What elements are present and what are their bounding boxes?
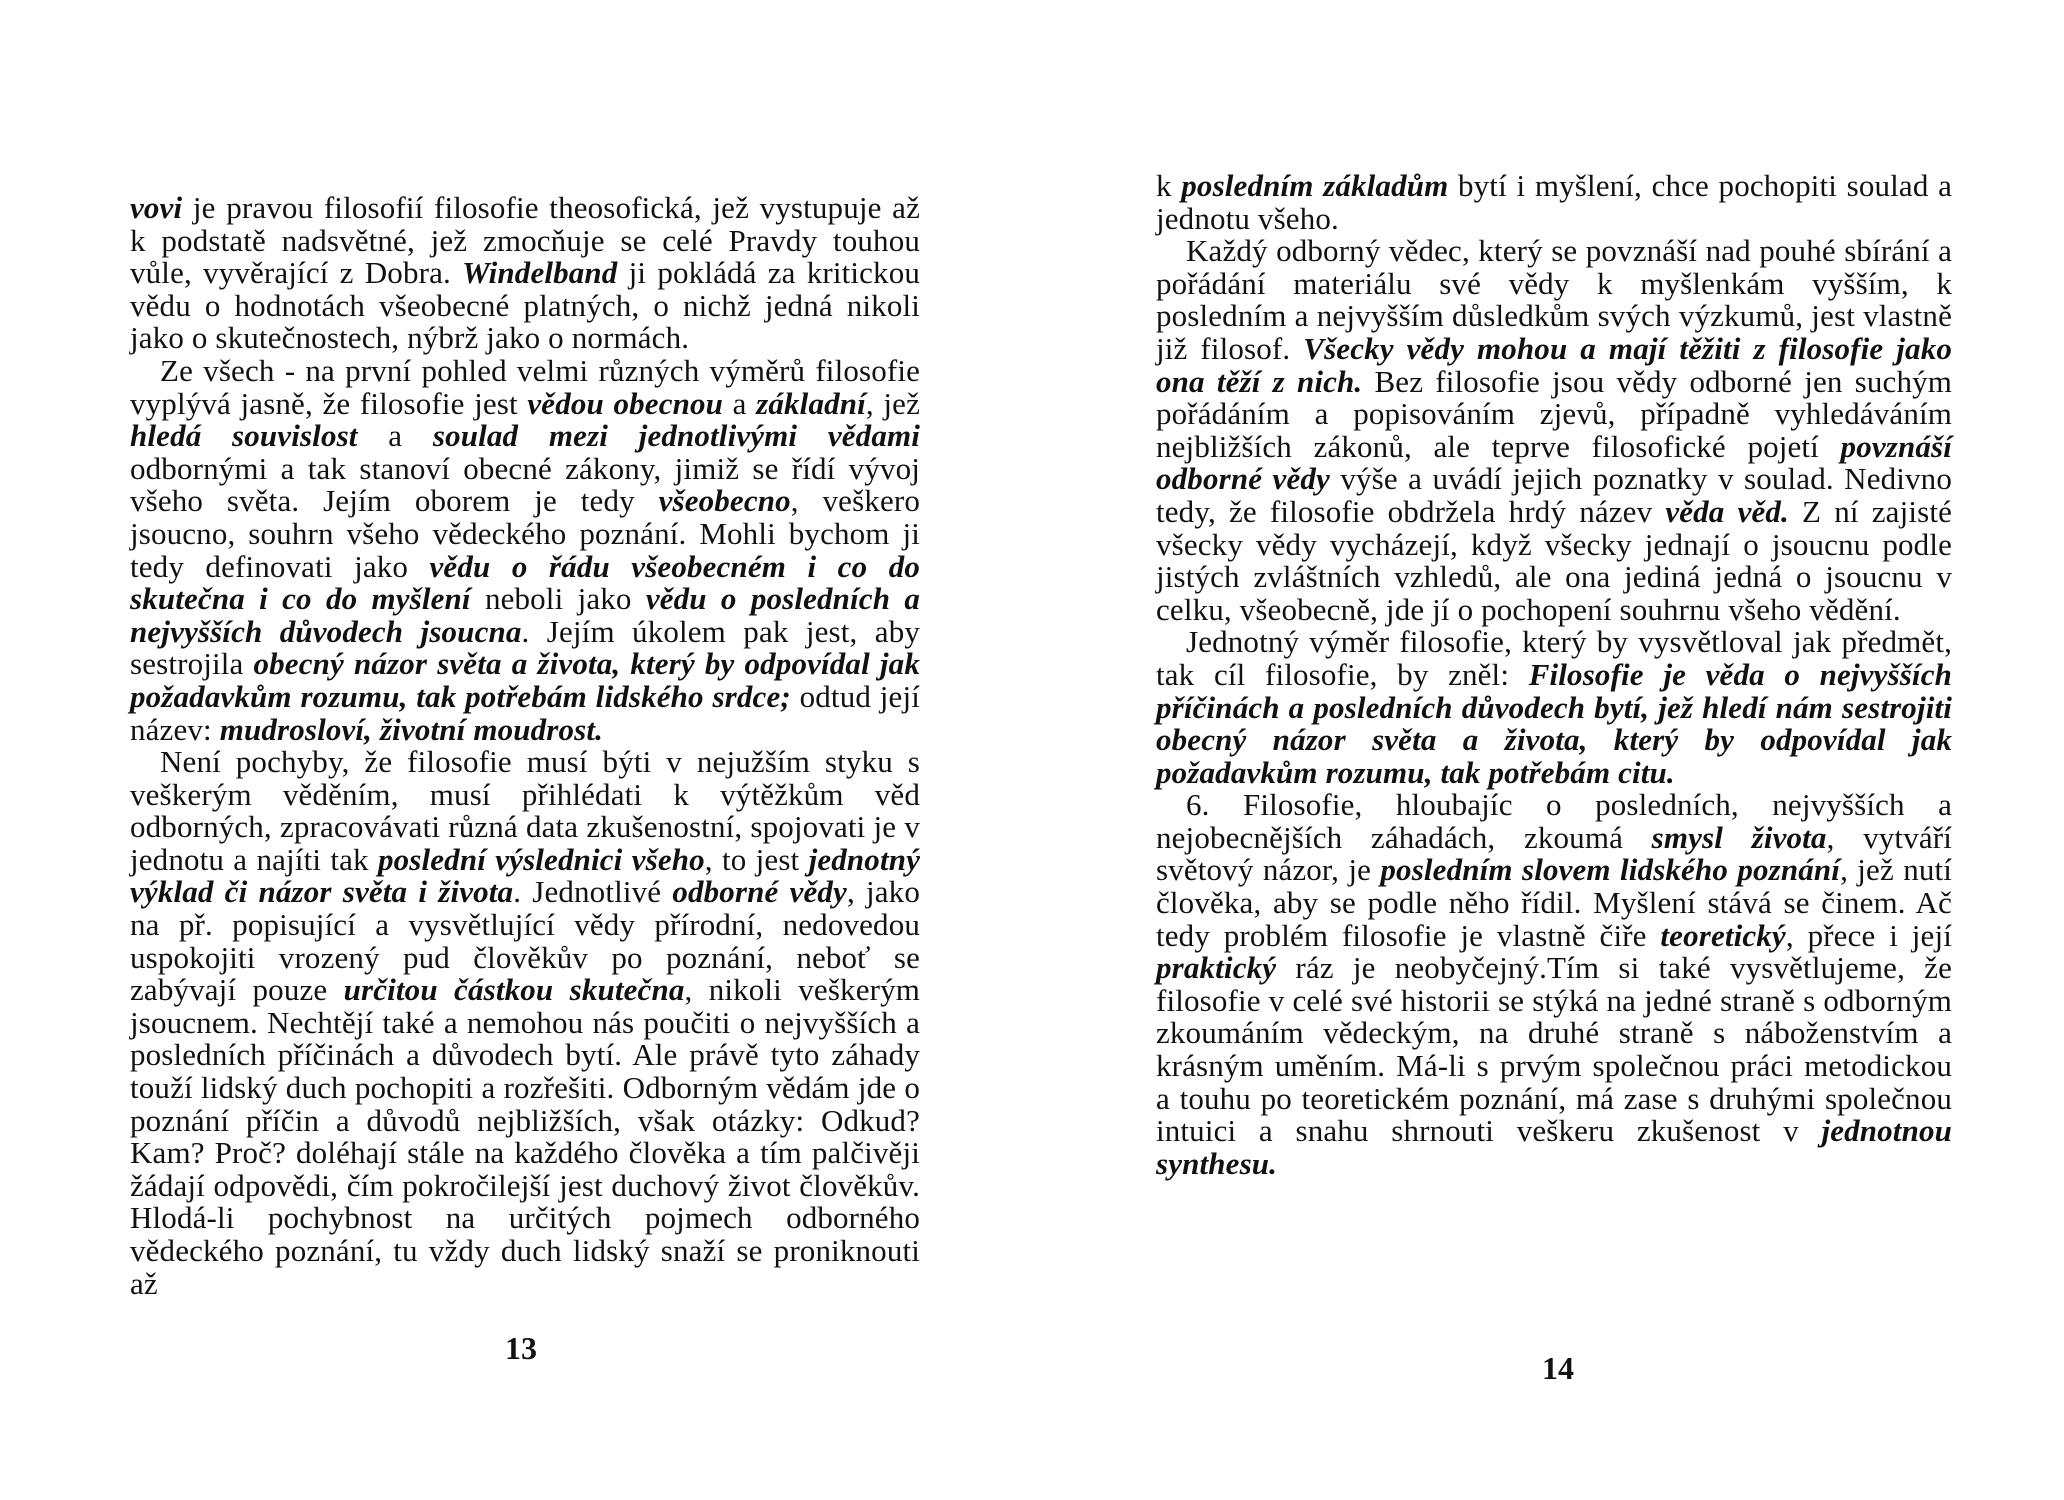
text-segment: odtud její název: bbox=[130, 678, 920, 747]
text-segment: bytí i myšlení, chce pochopiti soulad a jednotu všeho. bbox=[1156, 168, 1952, 236]
paragraph bbox=[130, 352, 921, 747]
emphasized-text: posledním slovem lidského poznání bbox=[1380, 852, 1841, 888]
emphasized-text: poslední výslednici všeho bbox=[377, 841, 705, 877]
paragraph bbox=[1156, 235, 1952, 626]
emphasized-text: vědu o posledních a nejvyšších důvodech jsoucna bbox=[130, 581, 921, 649]
text-segment: Bez filosofie jsou vědy odborné jen suchým pořádáním a popisováním zjevů, případně vyhledáváním nejbližších zákonů, ale teprve filosofické pojetí bbox=[1156, 363, 1953, 464]
emphasized-text: vovi bbox=[130, 190, 183, 225]
text-segment: neboli jako bbox=[470, 581, 646, 617]
emphasized-text: teoretický bbox=[1660, 917, 1786, 953]
text-segment: a bbox=[357, 418, 433, 454]
emphasized-text: Všecky vědy mohou a mají těžiti z filosofie jako ona těží z nich. bbox=[1156, 330, 1952, 399]
paragraph bbox=[1156, 170, 1952, 235]
text-segment: Z ní zajisté všecky vědy vycházejí, když všecky jednají o jsoucnu podle jistých zvláštních vzhledů, ale ona jediná jedná o jsoucnu v celku, všeobecně, jde jí o pochopení souhrnu všeho vědění. bbox=[1156, 493, 1952, 627]
text-segment: , jež nutí člověka, aby se podle něho řídil. Myšlení stává se činem. Ač tedy problém filosofie je vlastně čiře bbox=[1156, 852, 1953, 953]
text-segment: je pravou filosofií filosofie theosofická, jež vystupuje až k podstatě nadsvětné, jež zmocňuje se celé Pravdy touhou vůle, vyvěrající z Dobra. bbox=[130, 190, 920, 291]
text-segment: , nikoli veškerým jsoucnem. Nechtějí také a nemohou nás poučiti o nejvyšších a posledních příčinách a důvodech bytí. Ale právě tyto záhady touží lidský duch pochopiti a rozřešiti. Odborným vědám jde o poznání příčin a důvodů nejbližších, však otázky: Odkud? Kam? Proč? doléhají stále na každého člověka a tím palčivěji žádají odpovědi, čím pokročilejší jest duchový život člověkův. Hlodá-li pochybnost na určitých pojmech odborného vědeckého poznání, tu vždy duch lidský snaží se proniknouti až bbox=[130, 972, 920, 1301]
right-page bbox=[1032, 0, 2064, 1500]
text-segment: . Jejím úkolem pak jest, aby sestrojila bbox=[130, 613, 920, 682]
emphasized-text: hledá souvislost bbox=[130, 418, 358, 454]
text-segment: , vytváří světový názor, je bbox=[1156, 819, 1952, 888]
text-segment: Každý odborný vědec, který se povznáší nad pouhé sbírání a pořádání materiálu své vědy k myšlenkám vyšším, k posledním a nejvyšším důsledkům svých výzkumů, jest vlastně již filosof. bbox=[1156, 233, 1952, 366]
paragraph bbox=[1156, 789, 1952, 1180]
text-segment: , veškero jsoucno, souhrn všeho vědeckého poznání. Mohli bychom ji tedy definovati jako bbox=[130, 483, 920, 584]
emphasized-text: určitou částkou skutečna bbox=[343, 972, 685, 1008]
paragraph bbox=[1156, 626, 1952, 789]
emphasized-text: povznáší odborné vědy bbox=[1156, 428, 1952, 497]
emphasized-text: smysl života bbox=[1651, 819, 1827, 855]
text-segment: , přece i její bbox=[1785, 917, 1952, 953]
text-segment: Jednotný výměr filosofie, který by vysvětloval jak předmět, tak cíl filosofie, by zněl: bbox=[1156, 624, 1952, 692]
left-page-text bbox=[130, 192, 920, 1300]
text-segment: a bbox=[723, 385, 757, 421]
emphasized-text: Filosofie je věda o nejvyšších příčinách a posledních důvodech bytí, jež hledí nám sestrojiti obecný názor světa a života, který by odpovídal jak požadavkům rozumu, tak potřebám citu. bbox=[1156, 656, 1952, 790]
text-segment: odbornými a tak stanoví obecné zákony, jimiž se řídí vývoj všeho světa. Jejím oborem je tedy bbox=[130, 450, 920, 519]
text-segment: Není pochyby, že filosofie musí býti v nejužším styku s veškerým věděním, musí přihlédati k výtěžkům věd odborných, zpracovávati různá data zkušenostní, spojovati je v jednotu a najíti tak bbox=[130, 744, 920, 877]
text-segment: . Jednotlivé bbox=[513, 874, 673, 910]
text-segment: , jež bbox=[865, 385, 920, 421]
paragraph bbox=[130, 192, 920, 355]
text-segment: výše a uvádí jejich poznatky v soulad. Nedivno tedy, že filosofie obdržela hrdý název bbox=[1156, 461, 1952, 529]
emphasized-text: posledním základům bbox=[1181, 168, 1449, 203]
page-number: 14 bbox=[1542, 1350, 1574, 1386]
right-page-text bbox=[1156, 170, 1952, 1180]
text-segment: , to jest bbox=[704, 841, 809, 877]
text-segment: , jako na př. popisující a vysvětlující vědy přírodní, nedovedou uspokojiti vrozený pud člověkův po poznání, neboť se zabývají pouze bbox=[130, 874, 920, 1008]
emphasized-text: vědu o řádu všeobecném i co do skutečna i co do myšlení bbox=[130, 548, 920, 617]
page-number: 13 bbox=[505, 1330, 537, 1366]
text-segment: 6. Filosofie, hloubajíc o posledních, nejvyšších a nejobecnějších záhadách, zkoumá bbox=[1156, 787, 1952, 855]
emphasized-text: všeobecno bbox=[658, 483, 791, 519]
emphasized-text: praktický bbox=[1156, 950, 1277, 986]
emphasized-text: základní bbox=[756, 385, 866, 421]
emphasized-text: soulad mezi jednotlivými vědami bbox=[432, 418, 921, 454]
emphasized-text: obecný názor světa a života, který by odpovídal jak požadavkům rozumu, tak potřebám lidského srdce; bbox=[130, 646, 920, 714]
emphasized-text: Windelband bbox=[462, 255, 618, 291]
emphasized-text: jednotnou synthesu. bbox=[1156, 1113, 1952, 1181]
text-segment: k bbox=[1156, 168, 1182, 203]
emphasized-text: jednotný výklad či názor světa i života bbox=[130, 841, 921, 910]
text-segment: ráz je neobyčejný.Tím si také vysvětlujeme, že filosofie v celé své historii se stýká na jedné straně s odborným zkoumáním vědeckým, na druhé straně s náboženstvím a krásným uměním. Má-li s prvým společnou práci metodickou a touhu po teoretickém poznání, má zase s druhými společnou intuici a snahu shrnouti veškeru zkušenost v bbox=[1156, 950, 1952, 1149]
emphasized-text: odborné vědy bbox=[672, 874, 847, 910]
text-segment: ji pokládá za kritickou vědu o hodnotách všeobecné platných, o nichž jedná nikoli jako o skutečnostech, nýbrž jako o normách. bbox=[130, 255, 920, 356]
paragraph bbox=[130, 746, 920, 1300]
emphasized-text: věda věd. bbox=[1665, 493, 1789, 529]
emphasized-text: mudrosloví, životní moudrost. bbox=[219, 711, 604, 747]
text-segment: Ze všech - na první pohled velmi různých výměrů filosofie vyplývá jasně, že filosofie jest bbox=[130, 352, 920, 421]
emphasized-text: vědou obecnou bbox=[527, 385, 724, 421]
